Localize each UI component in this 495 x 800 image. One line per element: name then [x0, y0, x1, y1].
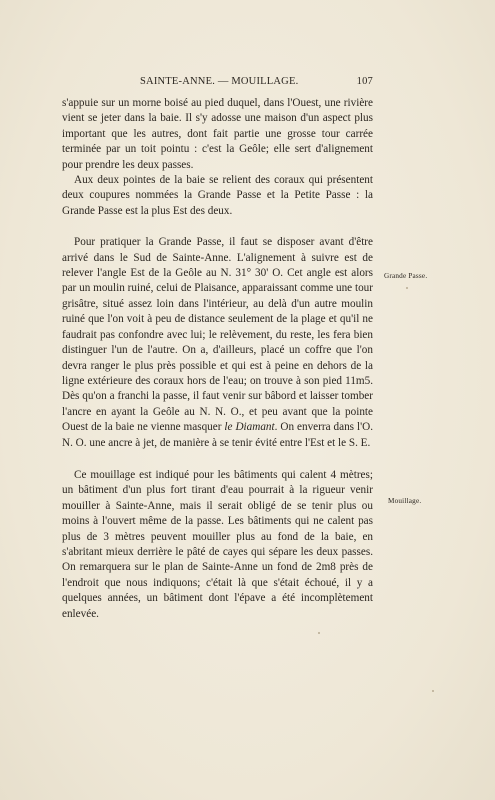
paragraph-grande-passe [62, 235, 373, 451]
paragraph-continuation: s'appuie sur un morne boisé au pied duquel, dans l'Ouest, une rivière vient se jeter dans la baie. Il s'y adosse une maison d'un aspect plus important que les autres, dont fait partie une grosse tour carrée terminée par un toit pointu : c'est la Geôle; elle sert d'alignement pour prendre les deux passes. [62, 97, 373, 171]
paper-speck [406, 287, 408, 289]
margin-note-grande-passe: Grande Passe. [384, 272, 428, 280]
running-title: SAINTE-ANNE. — MOUILLAGE. [140, 76, 299, 87]
paragraph-mouillage: Ce mouillage est indiqué pour les bâtiments qui calent 4 mètres; un bâtiment d'un plus fort tirant d'eau pourrait à la rigueur venir mouiller à Sainte-Anne, mais il serait obligé de se tenir plus ou moins à l'ouvert même de la passe. Les bâtiments qui ne calent pas plus de 3 mètres peuvent mouiller plus au fond de la baie, en s'abritant mieux derrière le pâté de cayes qui sépare les deux passes. On remarquera sur le plan de Sainte-Anne un fond de 2m8 près de l'endroit que nous indiquons; c'était là que s'était échoué, il y a quelques années, un bâtiment dont l'épave a été incomplètement enlevée. [62, 468, 373, 620]
paper-speck [432, 690, 434, 692]
margin-note-mouillage: Mouillage. [388, 497, 422, 505]
page-number: 107 [356, 76, 373, 87]
body-text [62, 96, 373, 622]
grande-passe-text-end: . On enverra dans l'O. N. O. une ancre à jet, de manière à se tenir évité entre l'Est et le S. E. [62, 421, 374, 449]
paragraph-coraux: Aux deux pointes de la baie se relient des coraux qui présentent deux coupures nommées la Grande Passe et la Petite Passe : la Grande Passe est la plus Est des deux. [62, 174, 373, 217]
ship-name-italic: le Diamant [224, 421, 275, 434]
grande-passe-text-start: Pour pratiquer la Grande Passe, il faut se disposer avant d'être arrivé dans le Sud de Sainte-Anne. L'alignement à suivre est de relever l'angle Est de la Geôle au N. 31° 30' O. Cet angle est alors par un moulin ruiné, celui de Plaisance, apparaissant comme une tour grisâtre, situé assez loin dans l'intérieur, au delà d'un autre moulin ruiné que l'on voit à peu de distance seulement de la plage et qu'il ne faudrait pas confondre avec lui; le relèvement, du reste, les fera bien distinguer l'un de l'autre. On a, d'ailleurs, placé un coffre que l'on devra ranger le plus près possible et qui est à peine en dehors de la ligne extérieure des coraux hors de l'eau; on trouve à son pied 11m5. Dès qu'on a franchi la passe, il faut venir sur bâbord et laisser tomber l'ancre en ayant la Geôle au N. N. O., et peu avant que la pointe Ouest de la baie ne vienne masquer [62, 236, 373, 434]
paper-speck [318, 632, 320, 634]
